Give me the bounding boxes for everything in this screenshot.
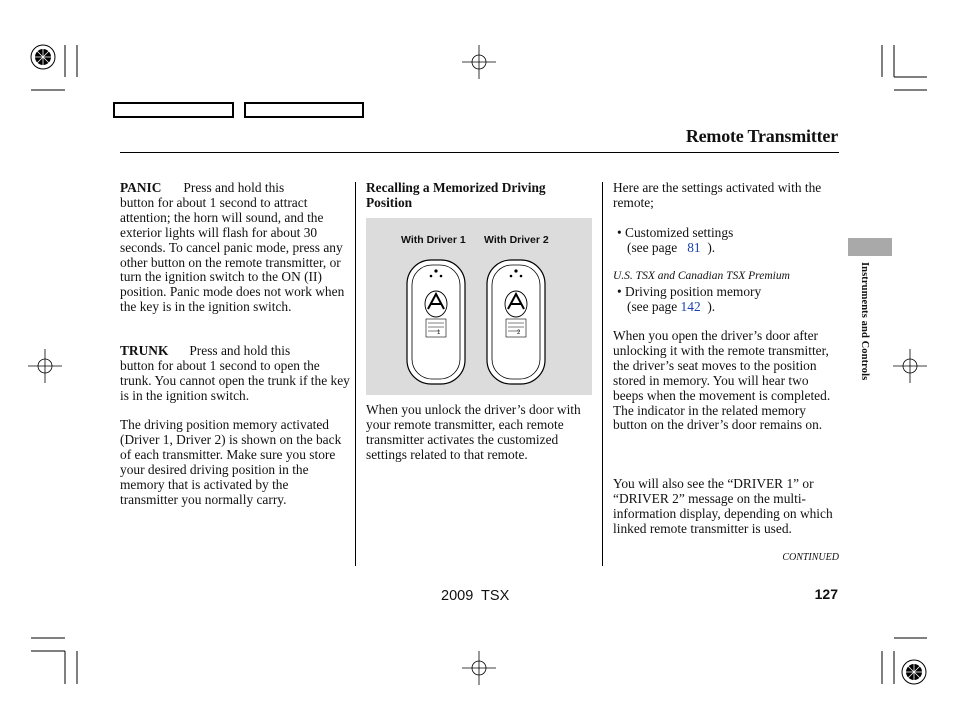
column-divider	[355, 182, 356, 566]
trunk-line1: Press and hold this	[189, 343, 291, 358]
footer-model: 2009 TSX	[441, 588, 510, 604]
key-fob-drawing	[366, 218, 592, 395]
section-label-wrap	[856, 262, 868, 402]
column-divider	[602, 182, 603, 566]
transmitter-figure	[366, 218, 592, 395]
nav-tab-box[interactable]	[244, 102, 364, 118]
continued-label: CONTINUED	[782, 552, 839, 563]
section-label: Instruments and Controls	[859, 262, 870, 381]
intro-text: Here are the settings activated with the remote;	[613, 180, 822, 210]
key-fob-icon	[407, 260, 465, 384]
nav-tab-box[interactable]	[113, 102, 234, 118]
page-number: 127	[814, 586, 838, 602]
panic-label: PANIC	[120, 180, 162, 195]
bullet2-ref-suffix: ).	[707, 298, 716, 314]
trunk-section	[120, 344, 350, 404]
trunk-label: TRUNK	[120, 343, 169, 358]
door-paragraph: When you open the driver’s door after unlocking it with the remote transmitter, the driver’s seat moves to the position stored in memory. You will hear two beeps when the movement is completed. The indicator in the related memory button on the driver’s door remains on.	[613, 328, 831, 433]
memory-paragraph: The driving position memory activated (Driver 1, Driver 2) is shown on the back of each transmitter. Make sure you store your desired driving position in the memory that is activated by the transmitter you normally carry.	[120, 417, 342, 507]
bullet2-text: Driving position memory	[625, 284, 762, 299]
bullet-memory: • Driving position memory (see page 142 ).	[617, 284, 762, 314]
figure-label-driver1: With Driver 1	[401, 234, 466, 246]
panic-line1: Press and hold this	[183, 180, 285, 195]
panic-section	[120, 181, 350, 315]
unlock-paragraph: When you unlock the driver’s door with your remote transmitter, each remote transmitter activates the customized settings related to that remote.	[366, 402, 581, 462]
figure-label-driver2: With Driver 2	[484, 234, 549, 246]
bullet2-ref-prefix: (see page	[627, 298, 678, 314]
page-link-142[interactable]: 142	[680, 298, 701, 314]
model-note: U.S. TSX and Canadian TSX Premium	[613, 270, 790, 282]
driver1-number: 1	[437, 330, 441, 336]
registration-target-icon	[31, 45, 55, 69]
registration-target-icon	[902, 660, 926, 684]
panic-text: button for about 1 second to attract attention; the horn will sound, and the exterior lights will flash for about 30 seconds. To cancel panic mode, press any other button on the remote transmitter, or turn the ignition switch to the ON (II) position. Panic mode does not work when the key is in the ignition switch.	[120, 194, 345, 315]
bullet1-ref-prefix: (see page	[627, 239, 678, 255]
bullet1-text: Customized settings	[625, 225, 734, 240]
key-fob-icon	[487, 260, 545, 384]
section-tab[interactable]	[848, 238, 892, 256]
trunk-text: button for about 1 second to open the trunk. You cannot open the trunk if the key is in the ignition switch.	[120, 357, 350, 403]
page-link-81[interactable]: 81	[687, 239, 701, 255]
title-rule	[120, 152, 839, 153]
driver2-number: 2	[517, 330, 521, 336]
section-heading: Recalling a Memorized Driving Position	[366, 180, 546, 210]
bullet1-ref-suffix: ).	[707, 239, 716, 255]
display-paragraph: You will also see the “DRIVER 1” or “DRIVER 2” message on the multi-information display, depending on which linked remote transmitter is used.	[613, 476, 833, 536]
page-title: Remote Transmitter	[685, 126, 838, 146]
bullet-customized: • Customized settings (see page 81 ).	[617, 225, 734, 255]
